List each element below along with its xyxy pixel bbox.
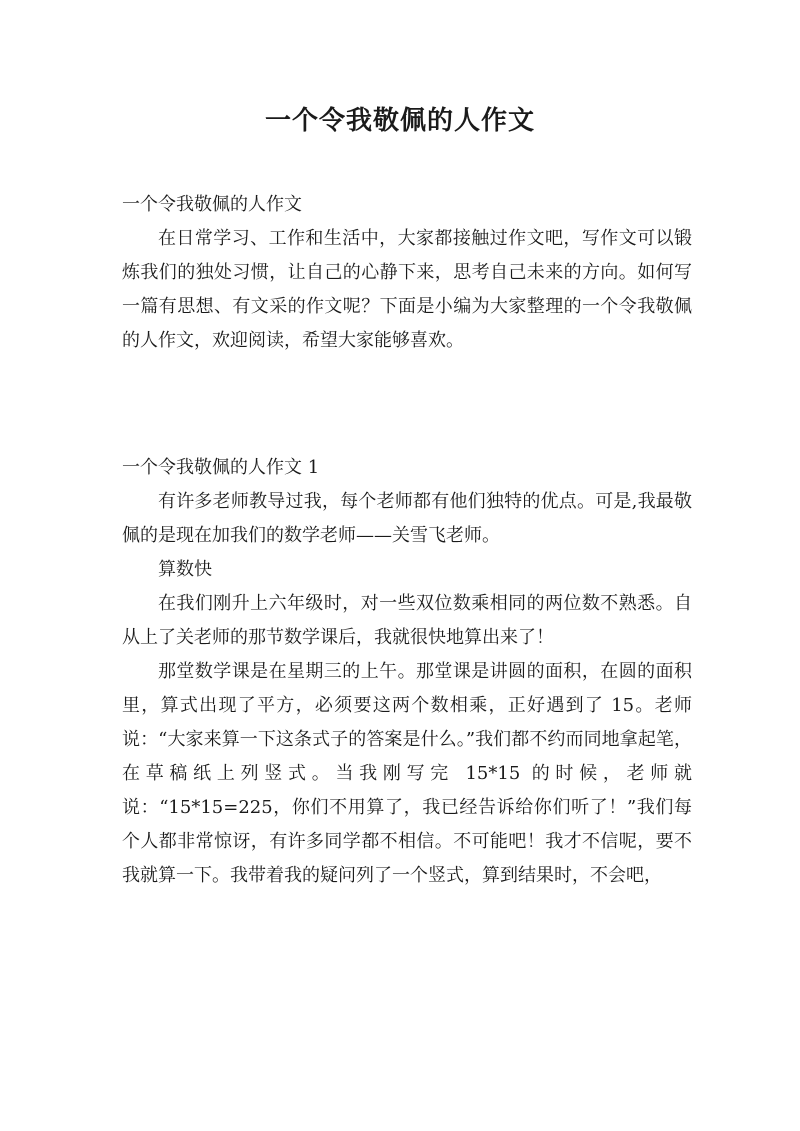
essay-1-paragraph-1: 有许多老师教导过我，每个老师都有他们独特的优点。可是,我最敬佩的是现在加我们的数学老师——关雪飞老师。 xyxy=(122,491,692,546)
intro-paragraph: 在日常学习、工作和生活中，大家都接触过作文吧，写作文可以锻炼我们的独处习惯，让自己的心静下来，思考自己未来的方向。如何写一篇有思想、有文采的作文呢？下面是小编为大家整理的一个令我敬佩的人作文，欢迎阅读，希望大家能够喜欢。 xyxy=(122,228,692,351)
essay-1-paragraph-3: 那堂数学课是在星期三的上午。那堂课是讲圆的面积，在圆的面积里，算式出现了平方，必须要这两个数相乘，正好遇到了 15。老师说：“大家来算一下这条式子的答案是什么。”我们都不约而同地拿起笔，在草稿纸上列竖式。当我刚写完 15*15 的时候，老师就说：“15*15=225，你们不用算了，我已经告诉给你们听了！”我们每个人都非常惊讶，有许多同学都不相信。不可能吧！我才不信呢，要不我就算一下。我带着我的疑问列了一个竖式，算到结果时，不会吧， xyxy=(122,661,692,886)
essay-1-paragraph-2: 在我们刚升上六年级时，对一些双位数乘相同的两位数不熟悉。自从上了关老师的那节数学课后，我就很快地算出来了！ xyxy=(122,593,692,648)
essay-1-heading: 一个令我敬佩的人作文 1 xyxy=(122,457,320,478)
essay-1-subheading: 算数快 xyxy=(158,559,212,580)
intro-heading: 一个令我敬佩的人作文 xyxy=(122,194,302,215)
document-title: 一个令我敬佩的人作文 xyxy=(264,106,535,136)
essay-1-section xyxy=(122,451,692,893)
intro-section xyxy=(122,188,692,358)
